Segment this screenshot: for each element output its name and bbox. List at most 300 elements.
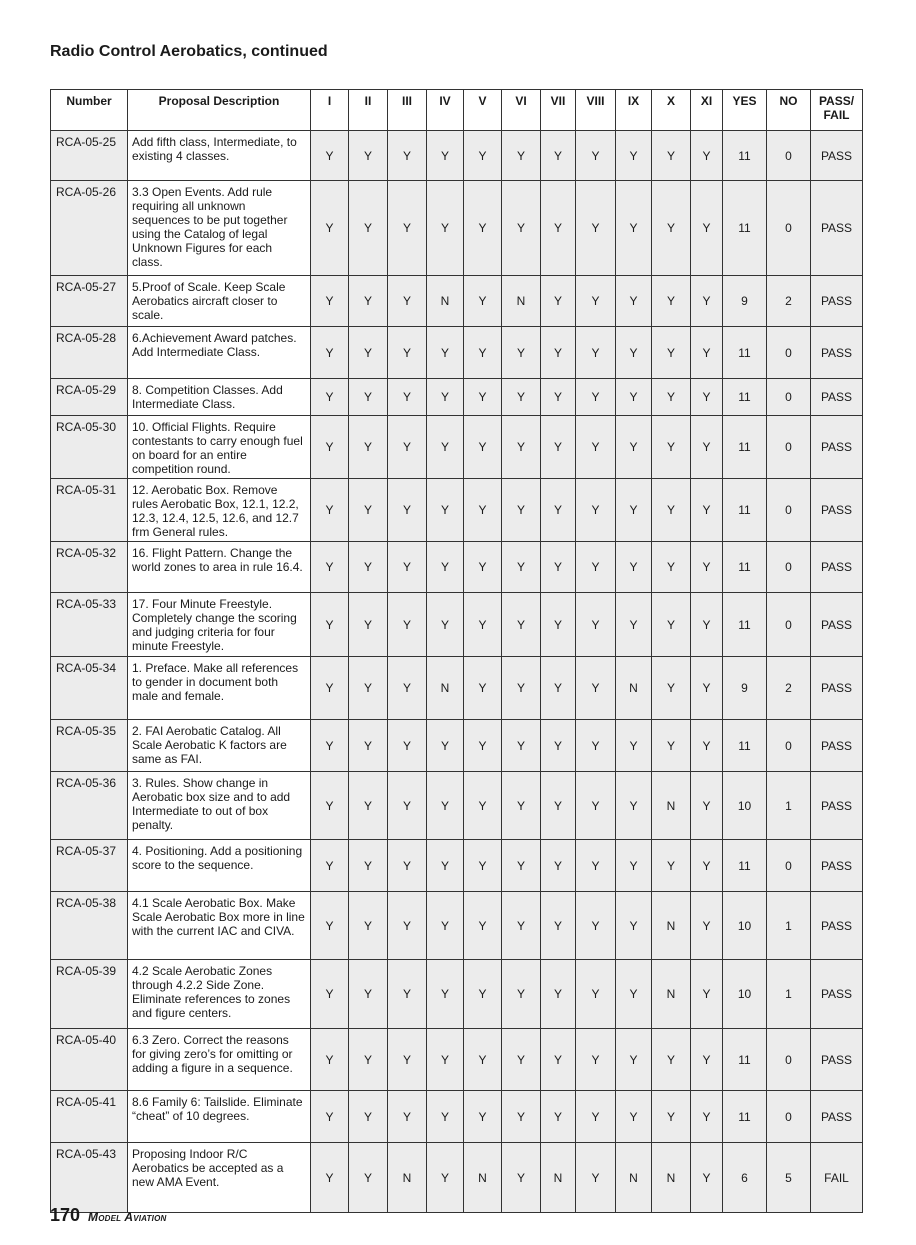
yes-count: 6 <box>723 1143 767 1213</box>
yes-count: 11 <box>723 181 767 276</box>
vote-cell: N <box>616 657 652 720</box>
vote-cell: Y <box>691 276 723 327</box>
table-row <box>51 276 863 327</box>
vote-cell: Y <box>388 542 427 593</box>
vote-cell: Y <box>311 892 349 960</box>
vote-cell: Y <box>464 479 502 542</box>
vote-cell: Y <box>427 379 464 416</box>
proposal-description: 10. Official Flights. Require contestants to carry enough fuel on board for an entire competition round. <box>128 416 311 479</box>
vote-cell: N <box>652 892 691 960</box>
no-count: 1 <box>767 892 811 960</box>
vote-cell: Y <box>652 720 691 772</box>
table-row <box>51 181 863 276</box>
vote-cell: Y <box>388 593 427 657</box>
vote-cell: Y <box>464 542 502 593</box>
result-cell: PASS <box>811 327 863 379</box>
vote-cell: Y <box>349 960 388 1029</box>
vote-cell: Y <box>427 131 464 181</box>
vote-cell: Y <box>349 1091 388 1143</box>
vote-cell: Y <box>616 379 652 416</box>
vote-cell: Y <box>691 593 723 657</box>
vote-cell: Y <box>502 379 541 416</box>
vote-cell: Y <box>388 892 427 960</box>
result-cell: PASS <box>811 131 863 181</box>
vote-cell: Y <box>311 276 349 327</box>
vote-cell: Y <box>427 181 464 276</box>
table-row <box>51 416 863 479</box>
vote-cell: Y <box>388 960 427 1029</box>
vote-cell: Y <box>464 720 502 772</box>
vote-cell: Y <box>576 593 616 657</box>
yes-count: 11 <box>723 416 767 479</box>
vote-table-body <box>51 131 863 1213</box>
page-number: 170 <box>50 1205 81 1225</box>
proposal-description: 8.6 Family 6: Tailslide. Eliminate “cheat” of 10 degrees. <box>128 1091 311 1143</box>
vote-cell: Y <box>691 379 723 416</box>
vote-cell: Y <box>349 1143 388 1213</box>
vote-cell: Y <box>388 657 427 720</box>
vote-cell: Y <box>311 960 349 1029</box>
vote-cell: Y <box>652 840 691 892</box>
vote-cell: Y <box>311 1143 349 1213</box>
vote-cell: Y <box>464 416 502 479</box>
table-row <box>51 892 863 960</box>
vote-cell: Y <box>311 379 349 416</box>
vote-cell: Y <box>427 593 464 657</box>
vote-cell: Y <box>427 960 464 1029</box>
proposal-description: Add fifth class, Intermediate, to existing 4 classes. <box>128 131 311 181</box>
vote-cell: Y <box>388 479 427 542</box>
vote-cell: Y <box>427 479 464 542</box>
vote-cell: Y <box>691 327 723 379</box>
col-header-yes: YES <box>723 90 767 131</box>
vote-cell: Y <box>388 1029 427 1091</box>
vote-cell: N <box>652 1143 691 1213</box>
result-cell: PASS <box>811 892 863 960</box>
vote-cell: Y <box>349 542 388 593</box>
vote-cell: Y <box>541 840 576 892</box>
result-cell: PASS <box>811 960 863 1029</box>
vote-cell: Y <box>502 657 541 720</box>
vote-cell: Y <box>616 593 652 657</box>
vote-cell: Y <box>541 479 576 542</box>
vote-cell: Y <box>616 327 652 379</box>
col-header-number: Number <box>51 90 128 131</box>
no-count: 0 <box>767 720 811 772</box>
yes-count: 11 <box>723 720 767 772</box>
vote-cell: Y <box>541 276 576 327</box>
result-cell: PASS <box>811 1091 863 1143</box>
vote-cell: Y <box>691 181 723 276</box>
vote-cell: Y <box>311 657 349 720</box>
vote-cell: Y <box>502 960 541 1029</box>
vote-cell: Y <box>652 181 691 276</box>
vote-cell: Y <box>464 276 502 327</box>
vote-cell: Y <box>652 1091 691 1143</box>
vote-cell: Y <box>616 416 652 479</box>
vote-cell: Y <box>502 181 541 276</box>
vote-cell: Y <box>502 892 541 960</box>
no-count: 0 <box>767 181 811 276</box>
no-count: 5 <box>767 1143 811 1213</box>
vote-cell: Y <box>576 276 616 327</box>
no-count: 0 <box>767 131 811 181</box>
vote-cell: Y <box>652 416 691 479</box>
vote-cell: Y <box>576 131 616 181</box>
vote-cell: Y <box>541 720 576 772</box>
vote-cell: Y <box>311 1091 349 1143</box>
result-cell: PASS <box>811 181 863 276</box>
col-header-vote-2: II <box>349 90 388 131</box>
vote-cell: Y <box>349 276 388 327</box>
result-cell: PASS <box>811 720 863 772</box>
vote-cell: Y <box>311 772 349 840</box>
col-header-vote-5: V <box>464 90 502 131</box>
yes-count: 11 <box>723 1091 767 1143</box>
proposal-number: RCA-05-37 <box>51 840 128 892</box>
vote-cell: Y <box>464 327 502 379</box>
vote-cell: Y <box>652 542 691 593</box>
table-row <box>51 772 863 840</box>
result-cell: PASS <box>811 772 863 840</box>
yes-count: 9 <box>723 657 767 720</box>
vote-cell: Y <box>349 379 388 416</box>
vote-cell: Y <box>691 720 723 772</box>
vote-cell: Y <box>616 479 652 542</box>
vote-cell: Y <box>427 1029 464 1091</box>
vote-cell: Y <box>502 1029 541 1091</box>
vote-cell: Y <box>616 720 652 772</box>
vote-cell: N <box>427 276 464 327</box>
vote-cell: Y <box>427 542 464 593</box>
vote-cell: Y <box>502 1143 541 1213</box>
col-header-description: Proposal Description <box>128 90 311 131</box>
vote-cell: Y <box>576 892 616 960</box>
proposal-number: RCA-05-27 <box>51 276 128 327</box>
no-count: 2 <box>767 657 811 720</box>
vote-cell: Y <box>616 1029 652 1091</box>
vote-cell: Y <box>576 657 616 720</box>
table-row <box>51 1143 863 1213</box>
yes-count: 11 <box>723 379 767 416</box>
vote-cell: Y <box>691 131 723 181</box>
vote-cell: Y <box>388 416 427 479</box>
vote-cell: Y <box>576 542 616 593</box>
yes-count: 9 <box>723 276 767 327</box>
yes-count: 11 <box>723 479 767 542</box>
vote-cell: Y <box>388 1091 427 1143</box>
proposal-description: 3.3 Open Events. Add rule requiring all unknown sequences to be put together using the Catalog of legal Unknown Figures for each class. <box>128 181 311 276</box>
vote-cell: N <box>388 1143 427 1213</box>
vote-cell: Y <box>349 892 388 960</box>
vote-cell: Y <box>652 1029 691 1091</box>
vote-cell: Y <box>388 327 427 379</box>
table-row <box>51 379 863 416</box>
vote-cell: Y <box>576 1029 616 1091</box>
result-cell: PASS <box>811 416 863 479</box>
vote-cell: Y <box>541 960 576 1029</box>
vote-cell: Y <box>576 479 616 542</box>
table-row <box>51 960 863 1029</box>
vote-cell: Y <box>311 720 349 772</box>
vote-cell: Y <box>388 276 427 327</box>
vote-cell: Y <box>576 772 616 840</box>
no-count: 0 <box>767 479 811 542</box>
vote-cell: Y <box>427 1143 464 1213</box>
proposal-description: 6.Achievement Award patches. Add Intermediate Class. <box>128 327 311 379</box>
vote-cell: Y <box>349 479 388 542</box>
vote-cell: Y <box>652 131 691 181</box>
vote-cell: Y <box>464 960 502 1029</box>
vote-cell: Y <box>388 840 427 892</box>
proposal-description: 17. Four Minute Freestyle. Completely change the scoring and judging criteria for four minute Freestyle. <box>128 593 311 657</box>
yes-count: 11 <box>723 593 767 657</box>
vote-cell: Y <box>691 1091 723 1143</box>
vote-cell: Y <box>652 327 691 379</box>
vote-cell: Y <box>576 840 616 892</box>
result-cell: FAIL <box>811 1143 863 1213</box>
vote-cell: Y <box>502 593 541 657</box>
vote-cell: N <box>502 276 541 327</box>
yes-count: 11 <box>723 1029 767 1091</box>
vote-cell: Y <box>652 657 691 720</box>
vote-cell: Y <box>502 131 541 181</box>
vote-cell: N <box>541 1143 576 1213</box>
vote-cell: Y <box>576 327 616 379</box>
vote-cell: Y <box>464 892 502 960</box>
vote-cell: Y <box>541 1091 576 1143</box>
no-count: 1 <box>767 960 811 1029</box>
vote-cell: Y <box>388 131 427 181</box>
page-footer <box>50 1205 166 1226</box>
no-count: 2 <box>767 276 811 327</box>
result-cell: PASS <box>811 479 863 542</box>
yes-count: 11 <box>723 542 767 593</box>
yes-count: 11 <box>723 327 767 379</box>
vote-cell: Y <box>502 416 541 479</box>
vote-cell: Y <box>616 131 652 181</box>
vote-cell: Y <box>541 1029 576 1091</box>
proposal-number: RCA-05-36 <box>51 772 128 840</box>
no-count: 0 <box>767 379 811 416</box>
proposal-number: RCA-05-25 <box>51 131 128 181</box>
no-count: 0 <box>767 840 811 892</box>
vote-cell: Y <box>311 181 349 276</box>
vote-cell: Y <box>691 1143 723 1213</box>
vote-cell: Y <box>464 1029 502 1091</box>
vote-cell: Y <box>388 379 427 416</box>
table-row <box>51 327 863 379</box>
table-row <box>51 1091 863 1143</box>
vote-cell: Y <box>616 542 652 593</box>
vote-cell: Y <box>502 720 541 772</box>
proposal-number: RCA-05-30 <box>51 416 128 479</box>
proposal-number: RCA-05-29 <box>51 379 128 416</box>
vote-cell: Y <box>349 1029 388 1091</box>
vote-cell: Y <box>576 416 616 479</box>
yes-count: 11 <box>723 131 767 181</box>
vote-cell: Y <box>427 1091 464 1143</box>
no-count: 0 <box>767 1091 811 1143</box>
vote-cell: Y <box>541 657 576 720</box>
col-header-vote-9: IX <box>616 90 652 131</box>
vote-cell: Y <box>652 479 691 542</box>
vote-cell: Y <box>502 840 541 892</box>
result-cell: PASS <box>811 379 863 416</box>
vote-cell: Y <box>388 181 427 276</box>
vote-cell: Y <box>349 416 388 479</box>
proposal-description: 6.3 Zero. Correct the reasons for giving zero’s for omitting or adding a figure in a sequence. <box>128 1029 311 1091</box>
no-count: 0 <box>767 593 811 657</box>
proposal-number: RCA-05-39 <box>51 960 128 1029</box>
proposal-description: 12. Aerobatic Box. Remove rules Aerobatic Box, 12.1, 12.2, 12.3, 12.4, 12.5, 12.6, and 12.7 frm General rules. <box>128 479 311 542</box>
vote-cell: Y <box>502 479 541 542</box>
col-header-vote-1: I <box>311 90 349 131</box>
table-row <box>51 479 863 542</box>
proposal-number: RCA-05-35 <box>51 720 128 772</box>
result-cell: PASS <box>811 657 863 720</box>
col-header-result: PASS/ FAIL <box>811 90 863 131</box>
proposal-number: RCA-05-38 <box>51 892 128 960</box>
col-header-no: NO <box>767 90 811 131</box>
vote-cell: Y <box>541 181 576 276</box>
result-cell: PASS <box>811 276 863 327</box>
vote-cell: Y <box>576 379 616 416</box>
proposal-number: RCA-05-26 <box>51 181 128 276</box>
proposal-description: 4.1 Scale Aerobatic Box. Make Scale Aerobatic Box more in line with the current IAC and CIVA. <box>128 892 311 960</box>
vote-cell: Y <box>616 772 652 840</box>
vote-cell: Y <box>311 131 349 181</box>
result-cell: PASS <box>811 840 863 892</box>
col-header-vote-11: XI <box>691 90 723 131</box>
proposal-description: Proposing Indoor R/C Aerobatics be accepted as a new AMA Event. <box>128 1143 311 1213</box>
proposal-number: RCA-05-33 <box>51 593 128 657</box>
no-count: 0 <box>767 542 811 593</box>
proposal-description: 4.2 Scale Aerobatic Zones through 4.2.2 Side Zone. Eliminate references to zones and figure centers. <box>128 960 311 1029</box>
vote-cell: Y <box>616 960 652 1029</box>
vote-cell: Y <box>616 892 652 960</box>
vote-cell: N <box>652 960 691 1029</box>
proposal-number: RCA-05-43 <box>51 1143 128 1213</box>
vote-cell: Y <box>388 772 427 840</box>
vote-cell: N <box>616 1143 652 1213</box>
vote-cell: Y <box>502 772 541 840</box>
vote-cell: Y <box>311 1029 349 1091</box>
table-row <box>51 131 863 181</box>
vote-cell: Y <box>502 327 541 379</box>
table-row <box>51 657 863 720</box>
vote-cell: Y <box>541 772 576 840</box>
vote-cell: Y <box>616 1091 652 1143</box>
vote-cell: Y <box>691 772 723 840</box>
vote-cell: Y <box>311 327 349 379</box>
result-cell: PASS <box>811 542 863 593</box>
vote-cell: N <box>427 657 464 720</box>
vote-cell: Y <box>349 720 388 772</box>
col-header-vote-7: VII <box>541 90 576 131</box>
vote-cell: Y <box>541 892 576 960</box>
vote-cell: Y <box>349 772 388 840</box>
vote-cell: Y <box>349 181 388 276</box>
vote-cell: Y <box>464 1091 502 1143</box>
vote-cell: Y <box>349 327 388 379</box>
vote-cell: Y <box>691 416 723 479</box>
proposal-number: RCA-05-32 <box>51 542 128 593</box>
vote-cell: Y <box>616 840 652 892</box>
proposal-description: 5.Proof of Scale. Keep Scale Aerobatics aircraft closer to scale. <box>128 276 311 327</box>
col-header-vote-8: VIII <box>576 90 616 131</box>
vote-cell: Y <box>541 593 576 657</box>
proposal-number: RCA-05-28 <box>51 327 128 379</box>
vote-cell: Y <box>576 1091 616 1143</box>
proposal-number: RCA-05-41 <box>51 1091 128 1143</box>
vote-cell: Y <box>427 840 464 892</box>
proposal-description: 16. Flight Pattern. Change the world zones to area in rule 16.4. <box>128 542 311 593</box>
proposal-description: 1. Preface. Make all references to gender in document both male and female. <box>128 657 311 720</box>
vote-cell: Y <box>464 772 502 840</box>
vote-cell: Y <box>652 276 691 327</box>
table-row <box>51 542 863 593</box>
vote-cell: Y <box>541 542 576 593</box>
table-row <box>51 1029 863 1091</box>
no-count: 0 <box>767 416 811 479</box>
table-row <box>51 840 863 892</box>
vote-cell: Y <box>691 542 723 593</box>
yes-count: 10 <box>723 960 767 1029</box>
vote-cell: Y <box>502 1091 541 1143</box>
vote-cell: Y <box>464 181 502 276</box>
col-header-vote-4: IV <box>427 90 464 131</box>
vote-cell: Y <box>576 960 616 1029</box>
vote-cell: Y <box>652 379 691 416</box>
vote-cell: Y <box>427 720 464 772</box>
vote-cell: Y <box>388 720 427 772</box>
proposal-description: 2. FAI Aerobatic Catalog. All Scale Aerobatic K factors are same as FAI. <box>128 720 311 772</box>
vote-cell: N <box>464 1143 502 1213</box>
no-count: 0 <box>767 327 811 379</box>
proposal-description: 3. Rules. Show change in Aerobatic box size and to add Intermediate to out of box penalty. <box>128 772 311 840</box>
vote-cell: Y <box>691 892 723 960</box>
vote-cell: N <box>652 772 691 840</box>
vote-cell: Y <box>616 181 652 276</box>
page-title: Radio Control Aerobatics, continued <box>50 43 328 60</box>
vote-cell: Y <box>464 840 502 892</box>
vote-cell: Y <box>464 131 502 181</box>
vote-cell: Y <box>349 593 388 657</box>
vote-cell: Y <box>691 840 723 892</box>
vote-cell: Y <box>576 720 616 772</box>
proposal-description: 8. Competition Classes. Add Intermediate Class. <box>128 379 311 416</box>
proposal-number: RCA-05-40 <box>51 1029 128 1091</box>
vote-cell: Y <box>691 960 723 1029</box>
vote-cell: Y <box>541 131 576 181</box>
vote-cell: Y <box>652 593 691 657</box>
vote-cell: Y <box>464 657 502 720</box>
magazine-name: Model Aviation <box>88 1210 167 1224</box>
result-cell: PASS <box>811 1029 863 1091</box>
vote-cell: Y <box>311 593 349 657</box>
vote-cell: Y <box>576 1143 616 1213</box>
vote-cell: Y <box>464 593 502 657</box>
col-header-vote-6: VI <box>502 90 541 131</box>
vote-cell: Y <box>616 276 652 327</box>
vote-cell: Y <box>311 840 349 892</box>
vote-cell: Y <box>311 416 349 479</box>
vote-cell: Y <box>427 892 464 960</box>
proposal-description: 4. Positioning. Add a positioning score to the sequence. <box>128 840 311 892</box>
yes-count: 10 <box>723 772 767 840</box>
vote-cell: Y <box>427 327 464 379</box>
